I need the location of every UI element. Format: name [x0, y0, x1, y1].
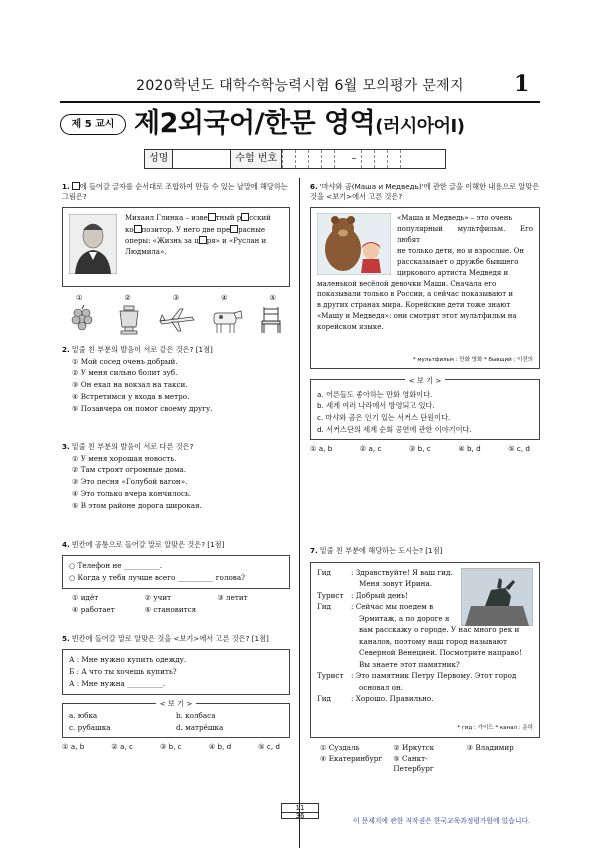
bogi-item: d. 서커스단의 세계 순회 공연에 관한 이야기이다. [317, 424, 472, 434]
option-2[interactable]: ② a, c [359, 444, 382, 454]
question-stem: 밑줄 친 부분에 해당하는 도시는? [1점] [319, 546, 443, 555]
question-stem: '마샤와 곰(Маша и Медведь)'에 관한 글을 이해한 내용으로 알맞은 것을 <보기>에서 고른 것은? [310, 182, 540, 201]
question-7: 7. 밑줄 친 부분에 해당하는 도시는? [1점] Гид : Здравствуйте! Я ваш гид. Меня зовут Ирина. Турист : Добрый день! Гид : Сейчас мы поедем в Эрмитаж, а по дороге я вам расскажу о городе. У нас много рек и каналов, поэтому наш город называют Северной Венецией. Посмотрите направо! Вы знаете этот памятник? Турист : Это памятник Петру Первому. Этот город основал он. Гид : Хорошо. Правильно. * гид : 가이드 * канал : 운하 ① Суздаль ② Иркутск ③ Владимир ④ Екатеринбург ⑤ Санкт-Петербург [310, 546, 540, 774]
passage-box [62, 207, 290, 287]
options [310, 743, 540, 774]
option-5[interactable]: ⑤ c, d [258, 741, 280, 751]
page-count [281, 803, 319, 819]
name-field[interactable] [172, 150, 230, 168]
composer-portrait [69, 214, 117, 274]
exam-number-dash: – [351, 153, 357, 164]
question-6: 6. '마샤와 곰(Маша и Медведь)'에 관한 글을 이해한 내용으로 알맞은 것을 <보기>에서 고른 것은? «Маша и Медведь» – это очень популярный мультфильм. Его любят не только дети, но и взрослые. Он рассказывает о дружбе бывшего циркового артиста Медведя и маленькой весёлой девочки Маши. Сначала его показывали только в России, а сейчас показывают и в других странах мира. Корейские дети тоже знают «Машу и Медведя»: они смотрят этот мультфильм на корейском языке. * мультфильм : 만화 영화 * бывший : 이전의 < 보 기 > a. 어른들도 좋아하는 만화 영화이다. b. 세계 여러 나라에서 방영되고 있다. c. 마샤와 곰은 인기 있는 서커스 단원이다. d. 서커스단의 세계 순회 공연에 관한 이야기이다. ① a, b ② a, c ③ b, c ④ b, d ⑤ c, d [310, 182, 540, 454]
question-stem: 에 들어갈 글자를 순서대로 조합하여 만들 수 있는 낱말에 해당하는 그림은? [62, 182, 288, 201]
dialog-box [310, 562, 540, 738]
question-stem: 밑줄 친 부분의 발음이 서로 같은 것은? [1점] [71, 345, 213, 354]
vocab-note: * гид : 가이드 * канал : 운하 [457, 724, 533, 731]
bogi-item: b. 세계 여러 나라에서 방영되고 있다. [317, 401, 435, 411]
options [310, 444, 540, 454]
question-1 [62, 182, 290, 335]
subject-main: 제2외국어/한문 영역 [134, 108, 376, 139]
period-badge: 제 5 교시 [60, 114, 126, 135]
dialog-box: ○ Телефон не __________. ○ Когда у тебя лучше всего __________ голова? [62, 555, 290, 589]
option-3[interactable]: ③ летит [217, 593, 248, 603]
choice-5[interactable]: ⑤ [269, 293, 276, 303]
exam-number-label: 수험 번호 [230, 150, 281, 168]
question-3: 3. 밑줄 친 부분의 발음이 서로 다른 것은? ① У меня хорошая новость. ② Там строят огромные дома. ③ Это песня «Голубой вагон». ④ Это только вчера кончилось. ⑤ В этом районе дорога широкая. [62, 442, 290, 510]
option-2[interactable]: ② У меня сильно болит зуб. [72, 368, 178, 378]
question-2: 2. 밑줄 친 부분의 발음이 서로 같은 것은? [1점] ① Мой сосед очень добрый. ② У меня сильно болит зуб. ③ Он ехал на вокзал на такси. ④ Встретимся у входа в метро. ⑤ Позавчера он помог своему другу. [62, 345, 290, 413]
subject-sub: (러시아어Ⅰ) [375, 116, 465, 137]
blank-box [72, 182, 80, 190]
option-5[interactable]: ⑤ Позавчера он помог своему другу. [72, 403, 213, 413]
dialog-lines: Гид : Здравствуйте! Я ваш гид. Меня зовут Ирина. Турист : Добрый день! Гид : Сейчас мы поедем в Эрмитаж, а по дороге я вам расскажу о городе. У нас много рек и каналов, поэтому наш город называют Северной Венецией. Посмотрите направо! Вы знаете этот памятник? Турист : Это памятник Петру Первому. Этот город основал он. Гид : Хорошо. Правильно. [317, 567, 522, 704]
bogi-box: < 보 기 > a. 어른들도 좋아하는 만화 영화이다. b. 세계 여러 나라에서 방영되고 있다. c. 마샤와 곰은 인기 있는 서커스 단원이다. d. 서커스단의 세계 순회 공연에 관한 이야기이다. [310, 379, 540, 440]
option-1[interactable]: ① a, b [62, 741, 85, 751]
question-stem: 빈칸에 공통으로 들어갈 말로 알맞은 것은? [1점] [71, 540, 225, 549]
option-4[interactable]: ④ b, d [208, 741, 232, 751]
choice-3[interactable]: ③ [172, 293, 180, 303]
subject-title [134, 106, 464, 142]
copyright-notice: 이 문제지에 관한 저작권은 한국교육과정평가원에 있습니다. [353, 817, 531, 825]
option-2[interactable]: ② учит [144, 593, 172, 603]
option-5[interactable]: ⑤ становится [144, 604, 197, 614]
option-4[interactable]: ④ b, d [458, 444, 481, 454]
page-current: 11 [282, 804, 318, 813]
passage-text: Михаил Глинка – изве тный р сский ко позитор. У него две пре расные оперы: «Жизнь за ц ря» и «Руслан и Людмила». [125, 214, 271, 256]
option-1[interactable]: ① У меня хорошая новость. [72, 453, 177, 463]
option-3[interactable]: ③ b, c [408, 444, 431, 454]
bogi-item: b. колбаса [176, 711, 216, 721]
choice-pictures [62, 305, 290, 335]
question-stem: 밑줄 친 부분의 발음이 서로 다른 것은? [71, 442, 194, 451]
option-5[interactable]: ⑤ c, d [508, 444, 530, 454]
choice-labels [62, 293, 290, 303]
option-1[interactable]: ① Суздаль [320, 742, 360, 752]
name-label: 성명 [145, 150, 172, 168]
bogi-item: c. рубашка [69, 722, 111, 732]
header-divider [60, 101, 540, 103]
choice-2[interactable]: ② [124, 293, 131, 303]
candidate-info-box [144, 149, 446, 169]
option-5[interactable]: ⑤ В этом районе дорога широкая. [72, 500, 202, 510]
cow-icon [208, 305, 244, 335]
option-4[interactable]: ④ Встретимся у входа в метро. [72, 391, 190, 401]
grapes-icon [66, 305, 100, 335]
option-1[interactable]: ① Мой сосед очень добрый. [72, 356, 178, 366]
exam-number-field[interactable] [281, 150, 413, 168]
dialog-box: А : Мне нужно купить одежду. Б : А что ты хочешь купить? А : Мне нужна __________. [62, 649, 290, 696]
bogi-item: a. 어른들도 좋아하는 만화 영화이다. [317, 389, 433, 399]
question-stem: 빈칸에 들어갈 말로 알맞은 것을 <보기>에서 고른 것은? [1점] [71, 634, 269, 643]
question-4: 4. 빈칸에 공통으로 들어갈 말로 알맞은 것은? [1점] ○ Телефон не __________. ○ Когда у тебя лучше всего __________ голова? ① идёт ② учит ③ летит ④ работает ⑤ становится [62, 540, 290, 615]
choice-4[interactable]: ④ [221, 293, 228, 303]
option-3[interactable]: ③ Он ехал на вокзал на такси. [72, 380, 188, 390]
airplane-icon [158, 305, 196, 335]
option-3[interactable]: ③ b, c [159, 741, 182, 751]
option-4[interactable]: ④ работает [72, 604, 115, 614]
passage-text: «Маша и Медведь» – это очень популярный мультфильм. Его любят не только дети, но и взрослые. Он рассказывает о дружбе бывшего циркового артиста Медведя и маленькой весёлой девочки Маши. Сначала его показывали только в России, а сейчас показывают и в других странах мира. Корейские дети тоже знают «Машу и Медведя»: они смотрят этот мультфильм на корейском языке. [317, 214, 533, 331]
vocab-note: * мультфильм : 만화 영화 * бывший : 이전의 [412, 357, 533, 364]
option-1[interactable]: ① идёт [72, 593, 99, 603]
option-4[interactable]: ④ Екатеринбург [320, 754, 383, 764]
column-divider [299, 178, 300, 848]
samovar-icon [112, 305, 146, 335]
page-number: 1 [514, 71, 530, 97]
option-5[interactable]: ⑤ Санкт-Петербург [393, 754, 434, 774]
option-2[interactable]: ② Там строят огромные дома. [72, 465, 186, 475]
bogi-box: < 보 기 > a. юбка b. колбаса c. рубашка d. матрёшка [62, 703, 290, 737]
option-2[interactable]: ② Иркутск [393, 742, 435, 752]
choice-1[interactable]: ① [76, 293, 83, 303]
question-5: 5. 빈칸에 들어갈 말로 알맞은 것을 <보기>에서 고른 것은? [1점] А : Мне нужно купить одежду. Б : А что ты хочешь купить? А : Мне нужна __________. < 보 기 > a. юбка b. колбаса c. рубашка d. матрёшка ① a, b ② a, c ③ b, c ④ b, d ⑤ c, d [62, 634, 290, 751]
option-1[interactable]: ① a, b [310, 444, 333, 454]
exam-header-title: 2020학년도 대학수학능력시험 6월 모의평가 문제지 [136, 78, 464, 94]
options [62, 593, 290, 614]
bogi-item: d. матрёшка [176, 722, 224, 732]
option-3[interactable]: ③ Это песня «Голубой вагон». [72, 477, 188, 487]
bogi-item: a. юбка [69, 711, 98, 721]
bogi-item: c. 마샤와 곰은 인기 있는 서커스 단원이다. [317, 412, 451, 422]
options [62, 742, 290, 752]
passage-box [310, 207, 540, 369]
option-2[interactable]: ② a, c [111, 741, 133, 751]
question-number: 1. [62, 182, 70, 191]
option-4[interactable]: ④ Это только вчера кончилось. [72, 488, 192, 498]
page-total: 36 [295, 812, 305, 820]
chair-icon [256, 305, 286, 335]
option-3[interactable]: ③ Владимир [466, 742, 514, 752]
bronze-horseman-photo [461, 568, 533, 626]
